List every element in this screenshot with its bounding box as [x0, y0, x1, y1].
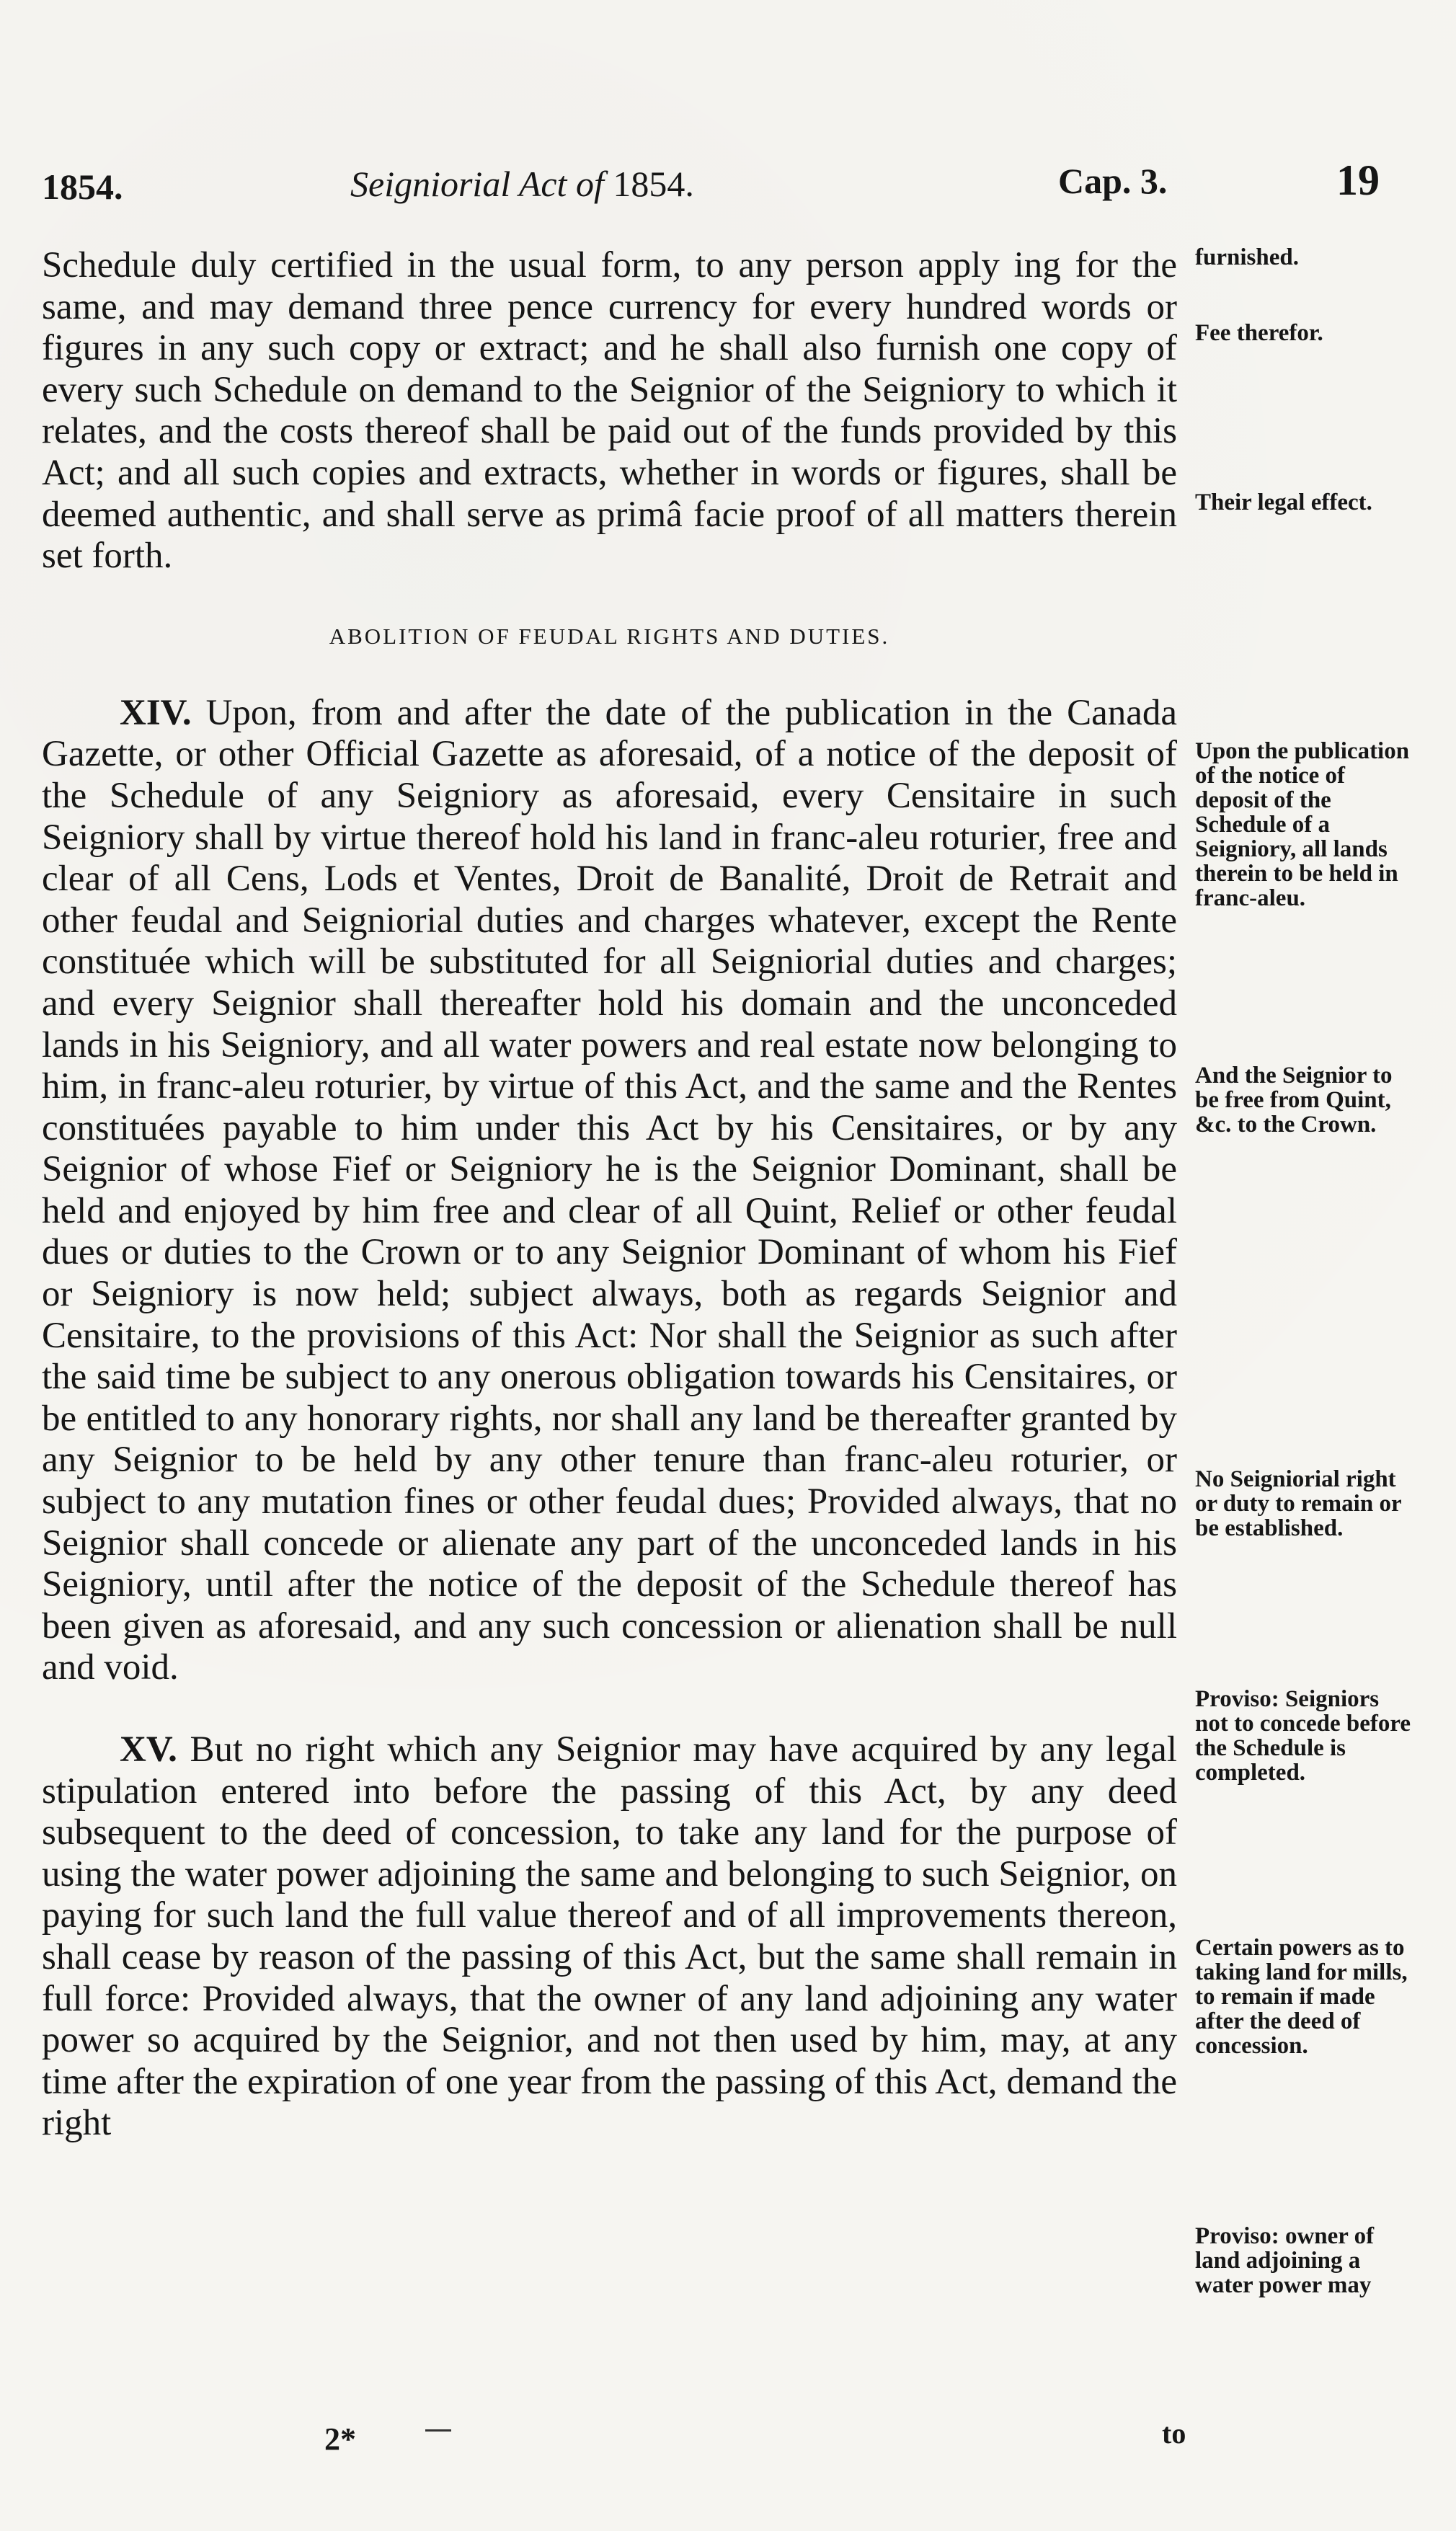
page-header	[42, 156, 1390, 213]
section-xv-number: XV.	[120, 1729, 177, 1770]
margin-note-proviso-concede: Proviso: Seigniors not to concede before the Schedule is completed.	[1195, 1686, 1411, 1786]
margin-note-proviso-owner: Proviso: owner of land adjoining a water power may	[1195, 2223, 1375, 2298]
margin-note-fee: Fee therefor.	[1195, 320, 1323, 346]
signature-mark: 2*	[324, 2421, 356, 2457]
header-title-text: Seigniorial Act of	[350, 164, 604, 204]
section-xiv	[42, 693, 1177, 1689]
footer-dash	[425, 2429, 451, 2432]
section-xv-text: But no right which any Seignior may have acquired by any legal stipulation entered into before the passing of this Act, by any deed subsequent to the deed of concession, to take any land for the purpose of using the water power adjoining the same and belonging to such Seignior, on paying for such land the full value thereof and of all improvements thereon, shall cease by reason of the passing of this Act, but the same shall remain in full force: Provided always, that the owner of any land adjoining any water power so acquired by the Seignior, and not then used by him, may, at any time after the expiration of one year from the passing of this Act, demand the right	[42, 1729, 1177, 2144]
paragraph-continuation: Schedule duly certified in the usual form, to any person apply ing for the same, and may demand three pence currency for every hundred words or figures in any such copy or extract; and he shall also furnish one copy of every such Schedule on demand to the Seignior of the Seigniory to which it relates, and the costs thereof shall be paid out of the funds provided by this Act; and all such copies and extracts, whether in words or figures, shall be deemed authentic, and shall serve as primâ facie proof of all matters therein set forth.	[42, 245, 1177, 577]
section-xv	[42, 1729, 1177, 2145]
margin-note-quint: And the Seignior to be free from Quint, &c. to the Crown.	[1195, 1063, 1393, 1138]
header-chapter: Cap. 3.	[1058, 161, 1168, 201]
main-text	[42, 245, 1177, 2145]
header-title	[350, 163, 694, 205]
margin-note-mills: Certain powers as to taking land for mills, to remain if made after the deed of concession.	[1195, 1935, 1408, 2059]
section-xiv-number: XIV.	[120, 692, 192, 733]
page-number: 19	[1336, 156, 1380, 204]
catchword: to	[1162, 2417, 1186, 2450]
header-year: 1854.	[42, 167, 123, 207]
section-xiv-text: Upon, from and after the date of the publication in the Canada Gazette, or other Official Gazette as aforesaid, of a notice of the deposit of the Schedule of any Seigniory as aforesaid, every Censitaire in such Seigniory shall by virtue thereof hold his land in franc-aleu roturier, free and clear of all Cens, Lods et Ventes, Droit de Banalité, Droit de Retrait and other feudal and Seigniorial duties and charges whatever, except the Rente constituée which will be substituted for all Seigniorial duties and charges; and every Seignior shall thereafter hold his domain and the unconceded lands in his Seigniory, and all water powers and real estate now belonging to him, in franc-aleu roturier, by virtue of this Act, and the same and the Rentes constituées payable to him under this Act by his Censitaires, or by any Seignior of whose Fief or Seigniory he is the Seignior Dominant, shall be held and enjoyed by him free and clear of all Quint, Relief or other feudal dues or duties to the Crown or to any Seignior Dominant of whom his Fief or Seigniory is now held; subject always, both as regards Seignior and Censitaire, to the provisions of this Act: Nor shall the Seignior as such after the said time be subject to any onerous obligation towards his Censitaires, or be entitled to any honorary rights, nor shall any land be thereafter granted by any Seignior to be held by any other tenure than franc-aleu roturier, or subject to any mutation fines or other feudal dues; Provided always, that no Seignior shall concede or alienate any part of the unconceded lands in his Seigniory, until after the notice of the deposit of the Schedule thereof has been given as aforesaid, and any such concession or alienation shall be null and void.	[42, 692, 1177, 1688]
header-title-year: 1854.	[613, 164, 694, 204]
section-heading: ABOLITION OF FEUDAL RIGHTS AND DUTIES.	[329, 623, 890, 649]
margin-note-franc-aleu: Upon the publication of the notice of deposit of the Schedule of a Seigniory, all lands therein to be held in franc-aleu.	[1195, 738, 1410, 911]
margin-note-legal-effect: Their legal effect.	[1195, 489, 1372, 515]
margin-note-furnished: furnished.	[1195, 244, 1299, 270]
margin-note-no-seigniorial-right: No Seigniorial right or duty to remain or be established.	[1195, 1466, 1401, 1541]
